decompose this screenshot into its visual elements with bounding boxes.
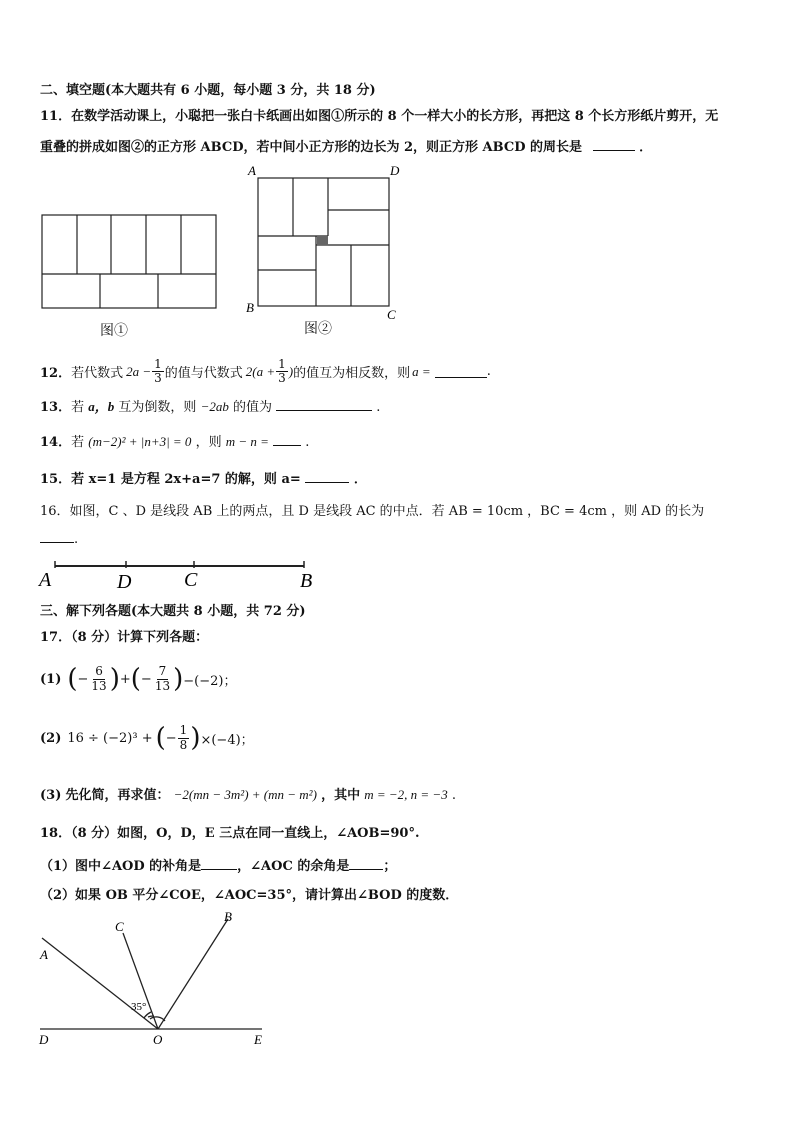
label-B: B: [246, 300, 254, 315]
q11-figure-2: [246, 163, 406, 323]
q11-fig1-caption: 图①: [100, 323, 128, 339]
q18-part1: （1）图中∠AOD 的补角是 ，∠AOC 的余角是 ；: [40, 859, 397, 874]
angle-label-A: A: [40, 947, 48, 962]
q18-title: 18．（8 分）如图，O，D，E 三点在同一直线上，∠AOB=90°.: [40, 826, 420, 841]
angle-35-label: 35°: [131, 1001, 147, 1013]
section2-title: 二、填空题(本大题共有 6 小题，每小题 3 分，共 18 分): [40, 83, 376, 98]
angle-label-B: B: [224, 909, 232, 924]
q18-blank-2[interactable]: [349, 857, 383, 870]
angle-label-E: E: [254, 1032, 262, 1047]
seg-label-C: C: [184, 569, 198, 591]
label-D: D: [390, 163, 400, 178]
angle-label-D: D: [39, 1032, 49, 1047]
seg-label-B: B: [300, 570, 313, 591]
q16-line2: .: [40, 530, 78, 547]
q18-part2: （2）如果 OB 平分∠COE，∠AOC=35°，请计算出∠BOD 的度数．: [40, 888, 459, 903]
q14: 14．若 (m−2)² + |n+3| = 0 ，则 m − n = .: [40, 434, 310, 450]
label-A: A: [248, 163, 256, 178]
q12: 12． 若代数式 2a − $\frac{1}{3}$ 的值与代数式 2(a + $\frac{1}{3}$ ) 的值互为相反数，则 a = .: [40, 357, 491, 386]
q17-title: 17．（8 分）计算下列各题：: [40, 630, 209, 645]
q18-angle-figure: [30, 905, 280, 1055]
q13-answer-blank[interactable]: [276, 398, 372, 411]
q11-figure-1: [40, 213, 218, 310]
seg-label-A: A: [39, 569, 52, 591]
q12-answer-blank[interactable]: [435, 365, 487, 378]
q16-line1: 16．如图，C 、D 是线段 AB 上的两点，且 D 是线段 AC 的中点．若 AB = 10cm ，BC = 4cm ，则 AD 的长为: [40, 504, 705, 519]
q18-blank-1[interactable]: [201, 857, 237, 870]
label-C: C: [387, 307, 396, 322]
q16-answer-blank[interactable]: [40, 530, 74, 543]
section3-title: 三、解下列各题(本大题共 8 小题，共 72 分): [40, 604, 306, 619]
q17-part2: (2) 16 ÷ (−2)³ + ( − $\frac{1}{8}$ ) ×(−4)；: [40, 723, 254, 753]
q13: 13．若 a，b 互为倒数，则 −2ab 的值为 .: [40, 399, 381, 415]
seg-label-D: D: [117, 571, 132, 591]
q17-part3: (3) 先化简，再求值： −2(mn − 3m²) + (mn − m²) ，其中 m = −2, n = −3 .: [40, 787, 456, 803]
center-small-square: [317, 236, 328, 245]
q16-segment-figure: [36, 557, 326, 591]
q15: 15．若 x=1 是方程 2x+a=7 的解，则 a= ．: [40, 472, 367, 487]
q11-line1: 11．在数学活动课上，小聪把一张白卡纸画出如图①所示的 8 个一样大小的长方形，再把这 8 个长方形纸片剪开，无: [40, 109, 719, 124]
q17-part1: (1) ( − $\frac{6}{13}$ ) + ( − $\frac{7}{13}$ ) −(−2)；: [40, 664, 237, 694]
q11-fig2-caption: 图②: [304, 321, 332, 337]
q11-answer-blank[interactable]: [593, 138, 635, 151]
angle-label-C: C: [115, 919, 124, 934]
angle-label-O: O: [153, 1032, 163, 1047]
q11-line2: 重叠的拼成如图②的正方形 ABCD，若中间小正方形的边长为 2，则正方形 ABCD 的周长是 ．: [40, 140, 653, 155]
q15-answer-blank[interactable]: [305, 470, 349, 483]
q14-answer-blank[interactable]: [273, 433, 301, 446]
